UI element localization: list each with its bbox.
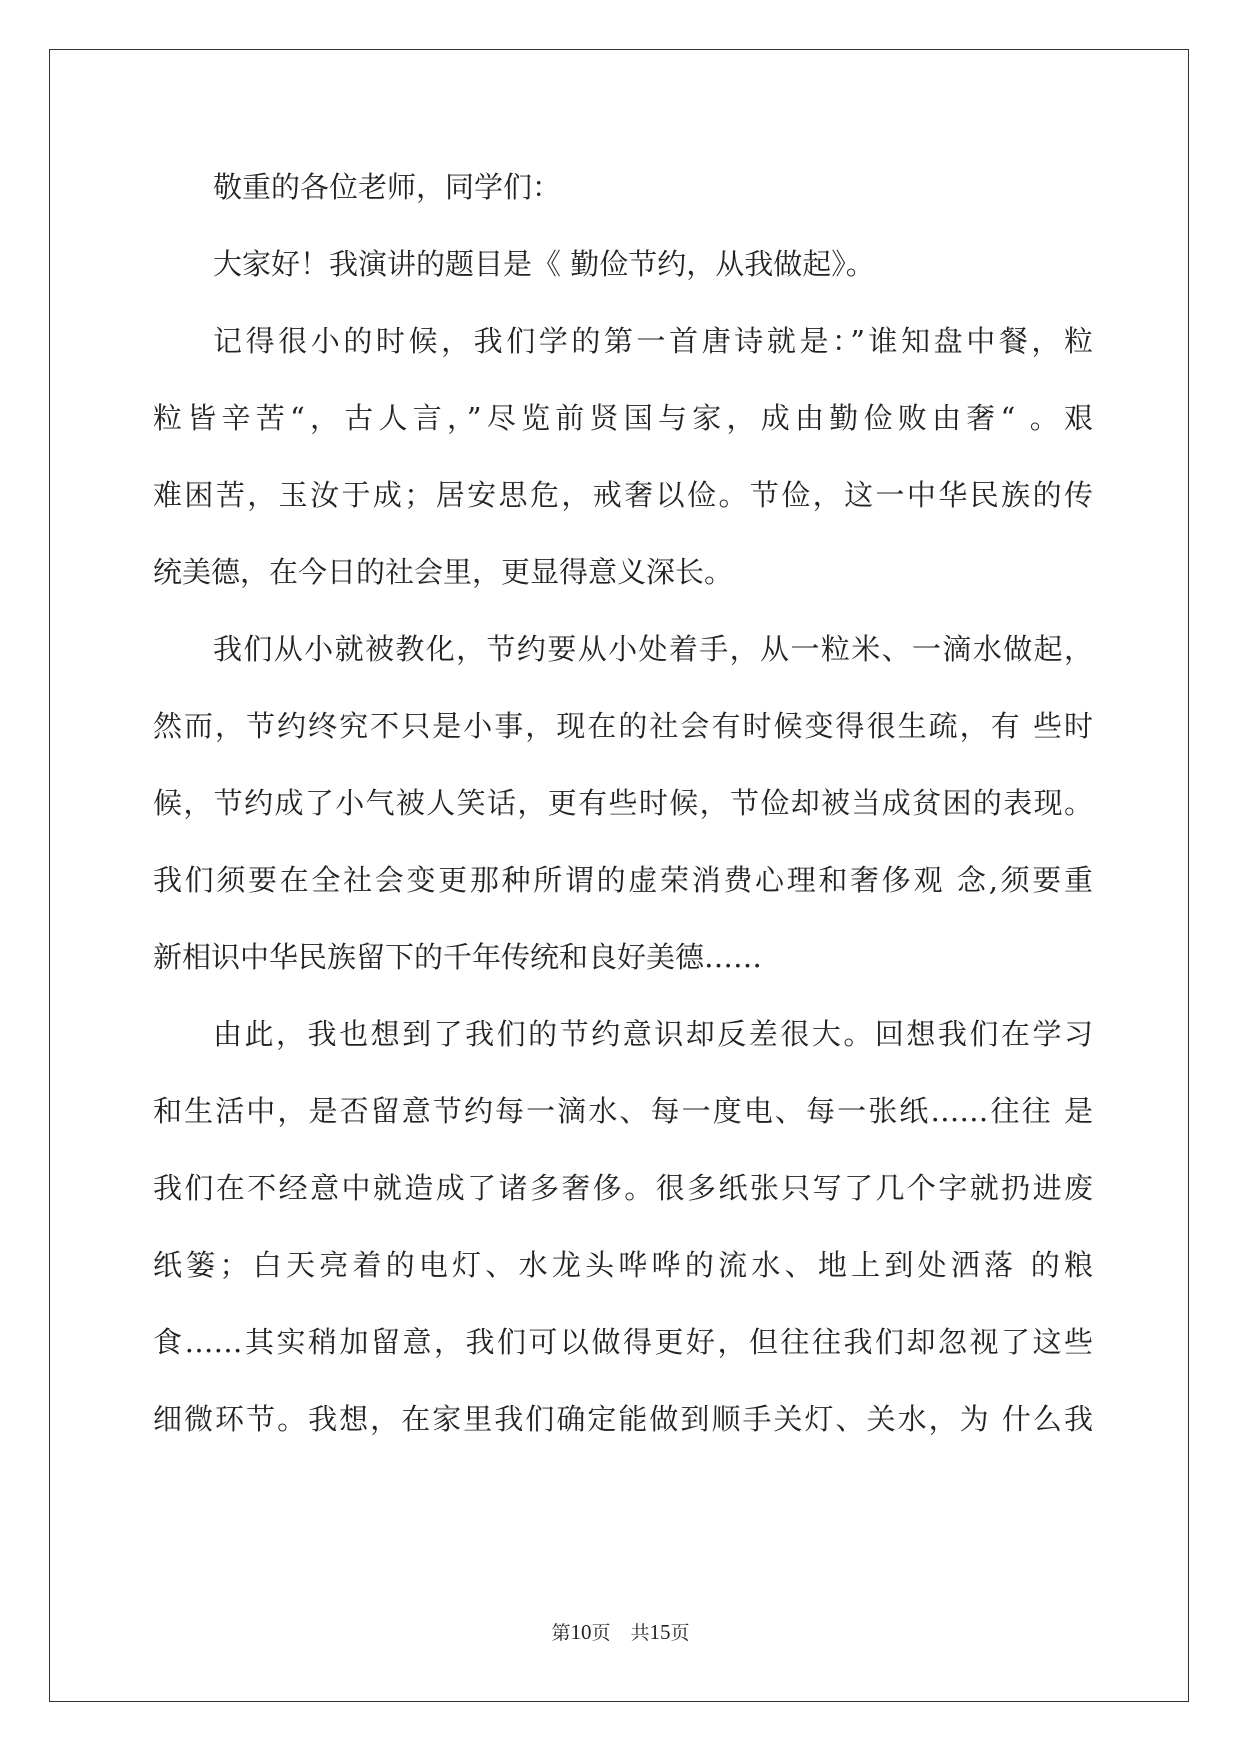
text-line: 由此，我也想到了我们的节约意识却反差很大。回想我们在学习 bbox=[213, 1017, 1093, 1051]
text-line: 候，节约成了小气被人笑话，更有些时候，节俭却被当成贫困的表现。 bbox=[153, 786, 1093, 820]
text-line: 难困苦，玉汝于成；居安思危，戒奢以俭。节俭，这一中华民族的传 bbox=[153, 478, 1093, 512]
document-body bbox=[153, 167, 1093, 1476]
total-pages: 15 bbox=[649, 1620, 671, 1644]
text-line: 粒皆辛苦“，古人言，”尽览前贤国与家，成由勤俭败由奢“ 。艰 bbox=[153, 401, 1093, 435]
text-line: 我们在不经意中就造成了诸多奢侈。很多纸张只写了几个字就扔进废 bbox=[153, 1171, 1093, 1205]
total-prefix: 共 bbox=[630, 1622, 650, 1644]
text-line: 然而，节约终究不只是小事，现在的社会有时候变得很生疏，有 些时 bbox=[153, 709, 1093, 743]
text-line: 我们从小就被教化，节约要从小处着手，从一粒米、一滴水做起， bbox=[213, 632, 1093, 666]
page-footer bbox=[0, 1618, 1241, 1645]
page-prefix: 第 bbox=[551, 1622, 571, 1644]
page-suffix: 页 bbox=[591, 1622, 611, 1644]
text-line: 大家好！我演讲的题目是《 勤俭节约，从我做起》。 bbox=[213, 247, 875, 281]
total-suffix: 页 bbox=[670, 1622, 690, 1644]
text-line: 统美德，在今日的社会里，更显得意义深长。 bbox=[153, 555, 734, 589]
text-line: 敬重的各位老师，同学们： bbox=[213, 170, 562, 204]
text-line: 新相识中华民族留下的千年传统和良好美德…… bbox=[153, 940, 763, 974]
page-number: 10 bbox=[570, 1620, 592, 1644]
text-line: 记得很小的时候，我们学的第一首唐诗就是：”谁知盘中餐，粒 bbox=[213, 324, 1093, 358]
text-line: 纸篓；白天亮着的电灯、水龙头哗哗的流水、地上到处洒落 的粮 bbox=[153, 1248, 1093, 1282]
text-line: 食……其实稍加留意，我们可以做得更好，但往往我们却忽视了这些 bbox=[153, 1325, 1093, 1359]
text-line: 细微环节。我想，在家里我们确定能做到顺手关灯、关水，为 什么我 bbox=[153, 1402, 1093, 1436]
text-line: 和生活中，是否留意节约每一滴水、每一度电、每一张纸……往往 是 bbox=[153, 1094, 1093, 1128]
text-line: 我们须要在全社会变更那种所谓的虚荣消费心理和奢侈观 念,须要重 bbox=[153, 863, 1093, 897]
